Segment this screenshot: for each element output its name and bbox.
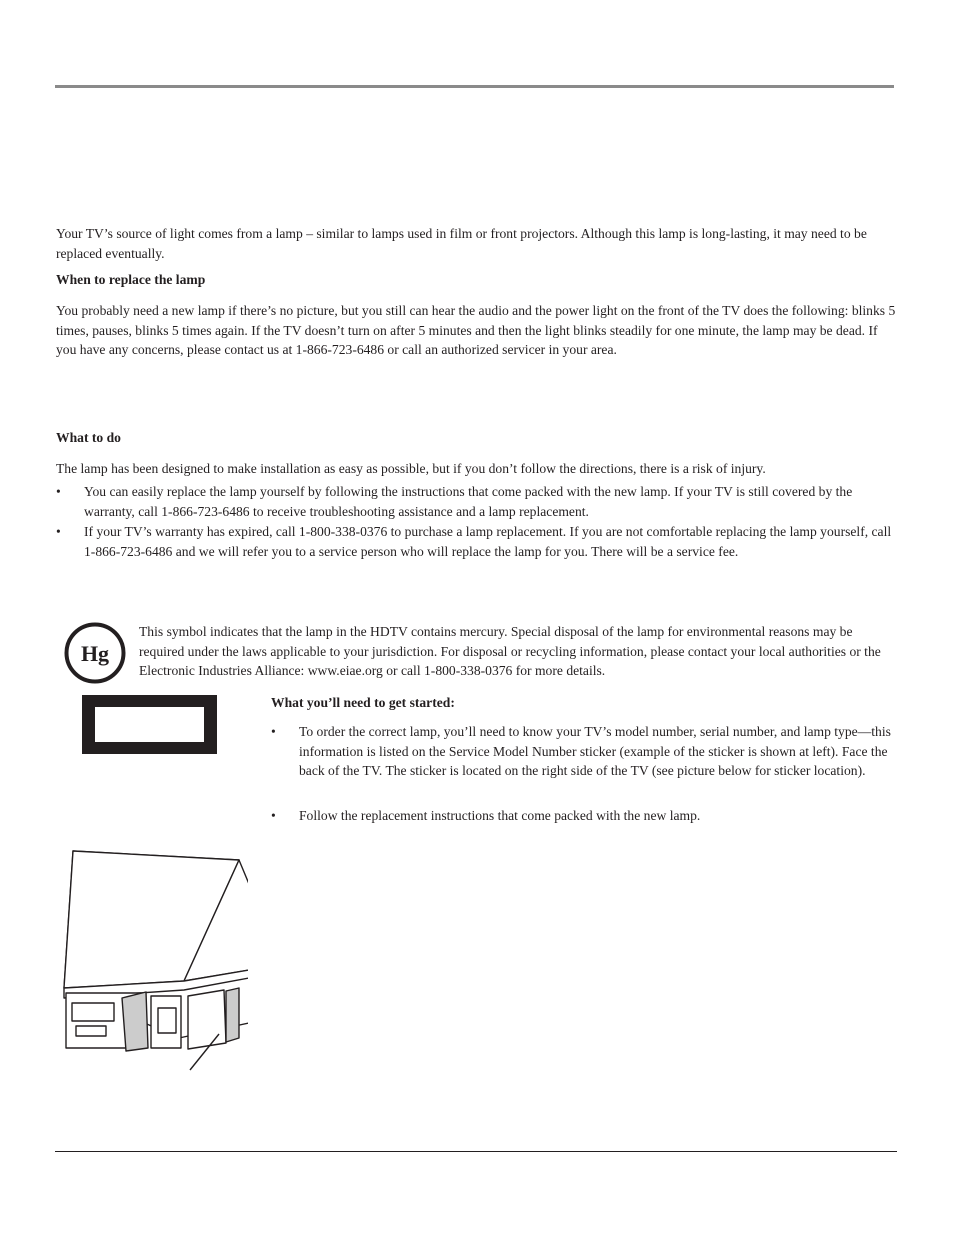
mercury-paragraph: This symbol indicates that the lamp in the HDTV contains mercury. Special disposal of the lamp for environmental reasons may be required under the laws applicable to your jurisdiction. For disposal or recycling information, please contact your local authorities or the Electronic Industries Alliance: www.eiae.org or call 1-800-338-0376 for more details. <box>139 624 881 678</box>
intro-paragraph: Your TV’s source of light comes from a lamp – similar to lamps used in film or front projectors. Although this lamp is long-lasting, it may need to be replaced eventually. <box>56 226 867 261</box>
when-to-replace-heading: When to replace the lamp <box>56 272 206 287</box>
bullet-marker: • <box>56 484 61 499</box>
sticker-label-area <box>95 707 204 742</box>
bullet-marker: • <box>271 808 276 823</box>
tv-sticker-location <box>226 988 239 1042</box>
bullet-marker: • <box>271 724 276 739</box>
when-to-replace-paragraph: You probably need a new lamp if there’s no picture, but you still can hear the audio and the power light on the front of the TV does the following: blinks 5 times, pauses, blinks 5 times again. If the TV doesn’t turn on after 5 minutes and then the light blinks steadily for one minute, the lamp may be dead. If you have any concerns, please contact us at 1-866-723-6486 or call an authorized servicer in your area. <box>56 303 896 357</box>
tv-back-illustration <box>56 848 248 1073</box>
hg-symbol-text: Hg <box>80 641 110 666</box>
mercury-hg-icon <box>64 622 126 684</box>
bullet-text: If your TV’s warranty has expired, call 1-800-338-0376 to purchase a lamp replacement. If you are not comfortable replacing the lamp yourself, call 1-866-723-6486 and we will refer you to a service person who will replace the lamp for you. There will be a service fee. <box>84 524 892 559</box>
bottom-rule <box>55 1151 897 1152</box>
tv-rear-side-panel <box>188 990 226 1049</box>
bullet-text: You can easily replace the lamp yourself by following the instructions that come packed with the new lamp. If your TV is still covered by the warranty, call 1-866-723-6486 to receive troubleshooting assistance and a lamp replacement. <box>84 484 853 519</box>
top-rule <box>55 85 894 88</box>
what-to-do-bullet-2 <box>56 522 896 562</box>
tv-rear-vent <box>122 992 148 1051</box>
bullet-marker: • <box>56 524 61 539</box>
getting-started-heading: What you’ll need to get started: <box>271 695 455 710</box>
bullet-text: Follow the replacement instructions that come packed with the new lamp. <box>299 808 701 823</box>
service-model-number-sticker <box>82 695 217 754</box>
what-to-do-bullet-1 <box>56 482 896 522</box>
bullet-text: To order the correct lamp, you’ll need to know your TV’s model number, serial number, and lamp type—this information is listed on the Service Model Number sticker (example of the sticker is shown at left). Face the back of the TV. The sticker is located on the right side of the TV (see picture below for sticker location). <box>299 724 891 778</box>
what-to-do-heading: What to do <box>56 430 121 445</box>
what-to-do-paragraph: The lamp has been designed to make installation as easy as possible, but if you don’t follow the directions, there is a risk of injury. <box>56 461 766 476</box>
getting-started-bullet-1 <box>271 722 891 802</box>
getting-started-bullet-2 <box>271 806 891 828</box>
